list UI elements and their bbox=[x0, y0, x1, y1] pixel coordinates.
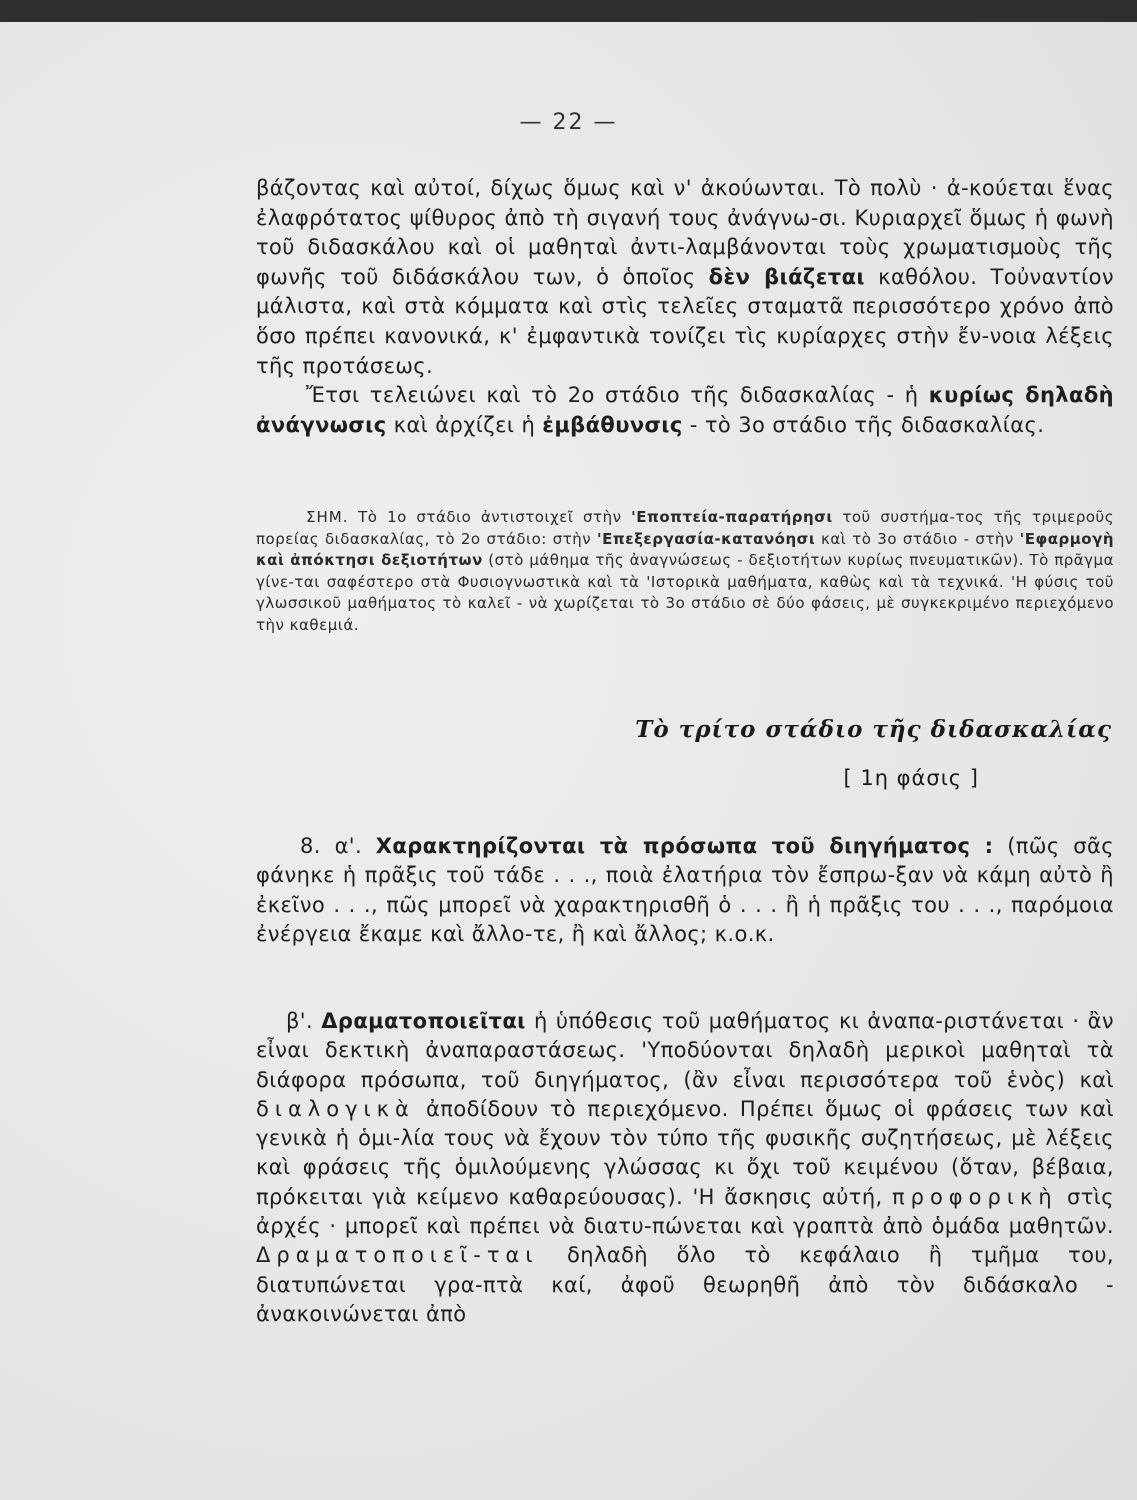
emphasis-text: Δραματοποιεῖται bbox=[321, 1009, 526, 1033]
section-heading: Τὸ τρίτο στάδιο τῆς διδασκαλίας bbox=[635, 716, 1112, 743]
emphasis-text: Χαρακτηρίζονται τὰ πρόσωπα τοῦ διηγήματος : bbox=[375, 834, 994, 858]
footnote bbox=[256, 507, 1114, 636]
emphasis-text: κυρίως δηλαδὴ ἀνάγνωσις bbox=[256, 383, 1114, 437]
paragraph-1: βάζοντας καὶ αὐτοί, δίχως ὅμως καὶ ν' ἀκούωνται. Τὸ πολὺ · ἀ-κούεται ἕνας ἐλαφρότατος ψίθυρος ἀπὸ τὴ σιγανή τους ἀνάγνω-σι. Κυριαρχεῖ ὅμως ἡ φωνὴ τοῦ διδασκάλου καὶ οἱ μαθηταὶ ἀντι-λαμβάνονται τοὺς χρωματισμοὺς τῆς φωνῆς τοῦ διδάσκάλου των, ὁ ὁποῖος δὲν βιάζεται καθόλου. Τοὐναντίον μάλιστα, καὶ στὰ κόμματα καὶ στὶς τελεῖες σταματᾶ περισσότερο χρόνο ἀπὸ ὅσο πρέπει κανονικά, κ' ἐμφαντικὰ τονίζει τὶς κυρίαρχες στὴν ἔν-νοια λέξεις τῆς προτάσεως. bbox=[256, 176, 1114, 378]
emphasis-text: δὲν βιάζεται bbox=[708, 264, 866, 289]
footnote-text: ΣΗΜ. Τὸ 1ο στάδιο ἀντιστοιχεῖ στὴν 'Εποπτεία-παρατήρησι τοῦ συστήμα-τος τῆς τριμεροῦς πορείας διδασκαλίας, τὸ 2ο στάδιο: στὴν 'Επεξεργασία-κατανόησι καὶ τὸ 3ο στάδιο - στὴν 'Εφαρμογὴ καὶ ἀπόκτησι δεξιοτήτων (στὸ μάθημα τῆς ἀναγνώσεως - δεξιοτήτων κυρίως πνευματικῶν). Τὸ πρᾶγμα γίνε-ται σαφέστερο στὰ Φυσιογνωστικὰ καὶ τὰ 'Ιστορικὰ μαθήματα, καθὼς καὶ τὰ τεχνικά. 'Η φύσις τοῦ γλωσσικοῦ μαθήματος τὸ καλεῖ - νὰ χωρίζεται τὸ 3ο στάδιο σὲ δύο φάσεις, μὲ συγκεκριμένο περιεχόμενο τὴν καθεμιά. bbox=[256, 508, 1114, 634]
spaced-text: Δραματοποιεῖ-ται bbox=[256, 1243, 539, 1268]
emphasis-text: ἐμβάθυνσις bbox=[542, 412, 683, 437]
page-number: — 22 — bbox=[519, 110, 618, 135]
document-page bbox=[0, 22, 1137, 1500]
spaced-text: διαλογικὰ bbox=[256, 1096, 415, 1121]
top-paragraph bbox=[256, 174, 1114, 440]
paragraph-8b: β'. Δραματοποιεῖται ἡ ὑπόθεσις τοῦ μαθήματος κι ἀναπα-ριστάνεται · ἂν εἶναι δεκτικὴ ἀναπαραστάσεως. 'Υποδύονται δηλαδὴ μερικοὶ μαθηταὶ τὰ διάφορα πρόσωπα, τοῦ διηγήματος, (ἂν εἶναι περισσότερα τοῦ ἑνὸς) καὶ διαλογικὰ ἀποδίδουν τὸ περιεχόμενο. Πρέπει ὅμως οἱ φράσεις των καὶ γενικὰ ἡ ὁμι-λία τους νὰ ἔχουν τὸν τύπο τῆς φυσικῆς συζητήσεως, μὲ λέξεις καὶ φράσεις τῆς ὁμιλούμενης γλώσσας κι ὄχι τοῦ κειμένου (ὅταν, βέβαια, πρόκειται γιὰ κείμενο καθαρεύουσας). 'Η ἄσκησις αὐτή, προφορικὴ στὶς ἀρχές · μπορεῖ καὶ πρέπει νὰ διατυ-πώνεται καὶ γραπτὰ ἀπὸ ὁμάδα μαθητῶν. Δραματοποιεῖ-ται δηλαδὴ ὅλο τὸ κεφάλαιο ἢ τμῆμα του, διατυπώνεται γρα-πτὰ καί, ἀφοῦ θεωρηθῆ ἀπὸ τὸν διδάσκαλο - ἀνακοινώνεται ἀπὸ bbox=[256, 1009, 1114, 1326]
section-subheading: [ 1η φάσις ] bbox=[843, 766, 979, 790]
footnote-label: ΣΗΜ. bbox=[306, 508, 349, 526]
paragraph-2: Ἔτσι τελειώνει καὶ τὸ 2ο στάδιο τῆς διδασκαλίας - ἡ κυρίως δηλαδὴ ἀνάγνωσις καὶ ἀρχίζει ἡ ἐμβάθυνσις - τὸ 3ο στάδιο τῆς διδασκαλίας. bbox=[256, 383, 1114, 437]
section-8a bbox=[256, 832, 1114, 949]
spaced-text: προφορικὴ bbox=[891, 1184, 1058, 1209]
paragraph-8a: 8. α'. Χαρακτηρίζονται τὰ πρόσωπα τοῦ διηγήματος : (πῶς σᾶς φάνηκε ἡ πρᾶξις τοῦ τάδε . . ., ποιὰ ἐλατήρια τὸν ἔσπρω-ξαν νὰ κάμη αὐτὸ ἢ ἐκεῖνο . . ., πῶς μπορεῖ νὰ χαρακτηρισθῆ ὁ . . . ἢ ἡ πρᾶξις του . . ., παρόμοια ἐνέργεια ἔκαμε καὶ ἄλλο-τε, ἢ καὶ ἄλλος; κ.ο.κ. bbox=[256, 834, 1114, 946]
section-8b bbox=[256, 1007, 1114, 1329]
